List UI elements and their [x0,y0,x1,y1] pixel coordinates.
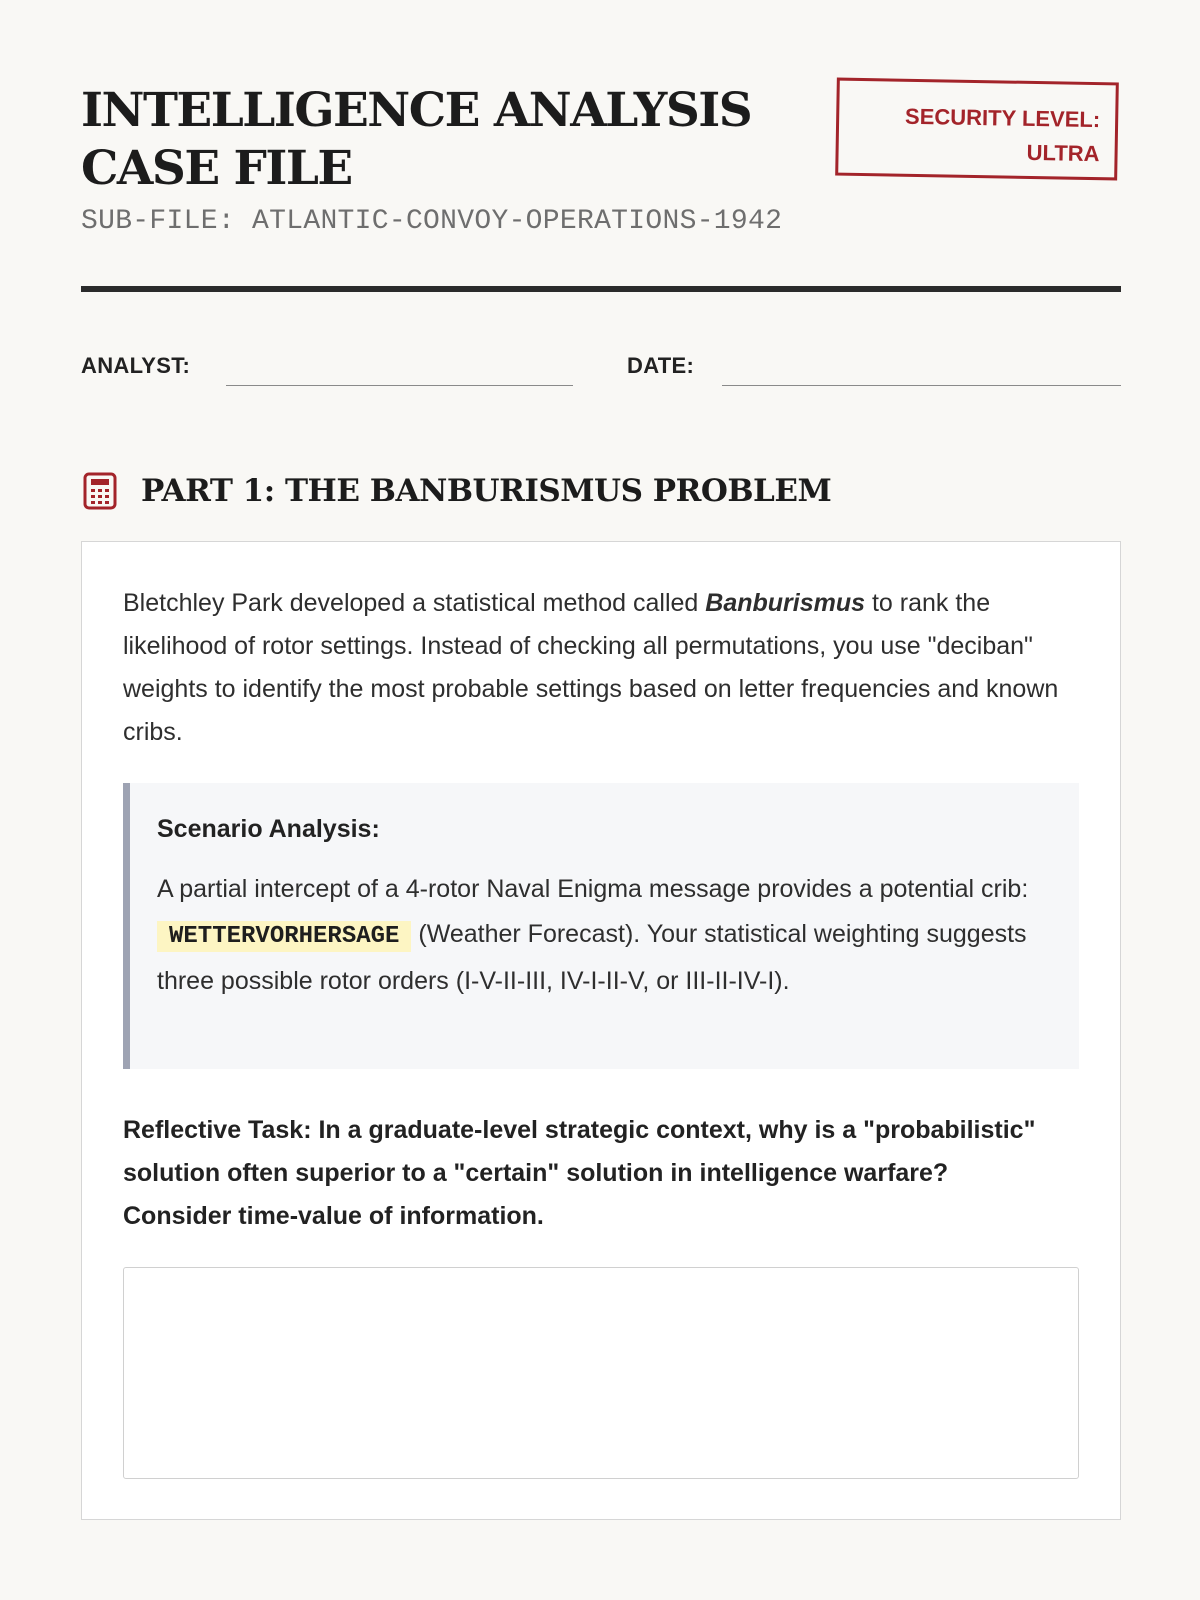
analyst-label: ANALYST: [81,353,191,378]
stamp-line-2: ULTRA [1026,139,1100,167]
page-title: INTELLIGENCE ANALYSIS CASE FILE [81,83,752,196]
section-heading [81,470,1121,512]
intro-text-start: Bletchley Park developed a statistical method called [123,589,706,617]
sub-file-label: SUB-FILE: ATLANTIC-CONVOY-OPERATIONS-1942 [81,206,783,237]
scenario-title: Scenario Analysis: [157,815,380,843]
crib-code: WETTERVORHERSAGE [157,921,411,952]
section-title: PART 1: THE BANBURISMUS PROBLEM [141,473,832,509]
scenario-text-end: (Weather Forecast). Your statistical weighting suggests three possible rotor orders (I-V-II-III, IV-I-II-V, or III-II-IV-I). [157,920,1027,995]
calculator-icon [83,472,117,510]
header-divider [81,286,1121,292]
problem-card [81,541,1121,1520]
date-field[interactable] [722,385,1121,386]
date-label: DATE: [627,353,695,378]
scenario-text-start: A partial intercept of a 4-rotor Naval Enigma message provides a potential crib: [157,875,1029,903]
stamp-line-1: SECURITY LEVEL: [904,103,1101,133]
scenario-text [157,867,1053,1004]
intro-text-end: to rank the likelihood of rotor settings. Instead of checking all permutations, you use "deciban" weights to identify the most probable settings based on letter frequencies and known cribs. [123,589,1059,746]
banburismus-term: Banburismus [705,589,866,617]
scenario-callout [123,783,1079,1069]
analyst-field[interactable] [226,385,573,386]
intro-paragraph [123,582,1083,754]
answer-textarea[interactable] [123,1267,1079,1479]
security-level-stamp [835,78,1119,181]
reflective-task-prompt: Reflective Task: In a graduate-level strategic context, why is a "probabilistic" solution often superior to a "certain" solution in intelligence warfare? Consider time-value of information. [123,1116,1036,1230]
